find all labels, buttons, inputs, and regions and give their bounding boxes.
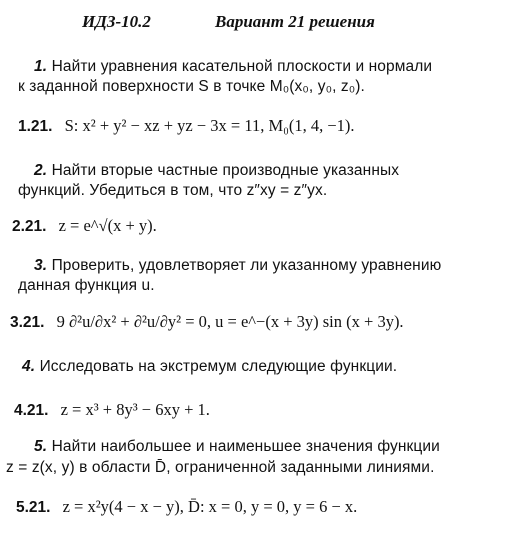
task-5-number: 5.	[34, 438, 48, 455]
task-1-expr: S: x² + y² − xz + yz − 3x = 11, M₀(1, 4, −1).	[64, 116, 355, 135]
task-4-number: 4.	[22, 358, 36, 375]
task-5-expr: z = x²y(4 − x − y), D̄: x = 0, y = 0, y = 6 − x.	[62, 497, 358, 516]
task-2-text-line-1: Найти вторые частные производные указанных	[51, 162, 400, 179]
task-2-expr: z = e^√(x + y).	[58, 216, 157, 235]
task-4-equation	[14, 400, 210, 420]
task-3-text-line-1: Проверить, удовлетворяет ли указанному уравнению	[51, 257, 442, 274]
task-1-equation	[18, 116, 355, 136]
task-2-line-1	[34, 162, 399, 180]
task-4-label: 4.21.	[14, 402, 49, 419]
task-3-text-line-2: данная функция u.	[18, 277, 155, 294]
task-3-label: 3.21.	[10, 314, 45, 331]
task-5-text-line-1: Найти наибольшее и наименьшее значения функции	[51, 438, 440, 455]
task-3-line-1	[34, 257, 441, 275]
task-3-equation	[10, 312, 404, 332]
task-2-text-line-2: функций. Убедиться в том, что z″xy = z″yx.	[18, 182, 328, 199]
task-2-number: 2.	[34, 162, 48, 179]
task-3-number: 3.	[34, 257, 48, 274]
task-1-number: 1.	[34, 58, 48, 75]
task-5-equation	[16, 497, 357, 517]
task-4-text-line-1: Исследовать на экстремум следующие функции.	[39, 358, 398, 375]
task-1-line-1	[34, 58, 432, 76]
task-5-label: 5.21.	[16, 499, 51, 516]
task-4-line-1	[22, 358, 397, 376]
task-1-text-line-1: Найти уравнения касательной плоскости и нормали	[51, 58, 433, 75]
task-2-label: 2.21.	[12, 218, 47, 235]
task-2-equation	[12, 216, 157, 236]
task-3-expr: 9 ∂²u/∂x² + ∂²u/∂y² = 0, u = e^−(x + 3y) sin (x + 3y).	[56, 312, 404, 331]
header-code: ИДЗ-10.2	[82, 12, 151, 31]
task-1-text-line-2: к заданной поверхности S в точке M₀(x₀, y₀, z₀).	[18, 78, 365, 95]
task-5-line-1	[34, 438, 440, 456]
header-variant: Вариант 21 решения	[215, 12, 375, 31]
task-1-label: 1.21.	[18, 118, 53, 135]
task-4-expr: z = x³ + 8y³ − 6xy + 1.	[60, 400, 210, 419]
task-5-text-line-2: z = z(x, y) в области D̄, ограниченной заданными линиями.	[6, 459, 435, 476]
